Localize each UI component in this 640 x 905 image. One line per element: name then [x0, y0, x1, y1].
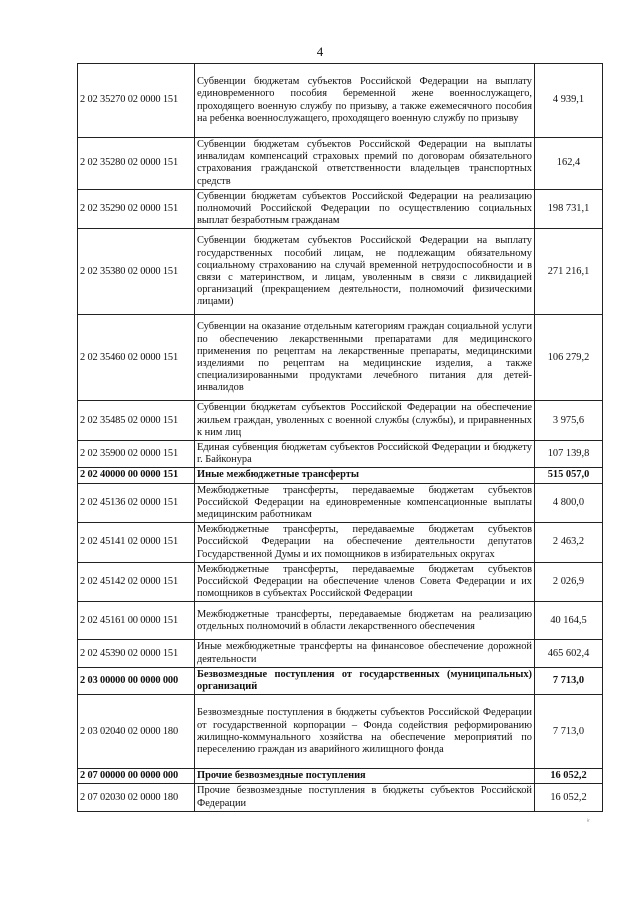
budget-code: 2 02 45142 02 0000 151 — [78, 562, 195, 602]
row-description: Субвенции бюджетам субъектов Российской Федерации на выплаты инвалидам компенсаций страховых премий по договорам обязательного страхования гражданской ответственности владельцев транспортных средств — [195, 138, 535, 190]
row-description: Безвозмездные поступления в бюджеты субъектов Российской Федерации от государственной корпорации – Фонда содействия реформированию жилищно-коммунального хозяйства на обеспечение мероприятий по переселению граждан из аварийного жилищного фонда — [195, 695, 535, 769]
row-description: Единая субвенция бюджетам субъектов Российской Федерации и бюджету г. Байконура — [195, 441, 535, 468]
row-amount: 7 713,0 — [535, 695, 603, 769]
row-amount: 7 713,0 — [535, 667, 603, 694]
table-row — [78, 562, 603, 602]
budget-code: 2 07 02030 02 0000 180 — [78, 784, 195, 811]
table-row — [78, 602, 603, 640]
table-body — [78, 64, 603, 812]
row-amount: 2 026,9 — [535, 562, 603, 602]
table-row — [78, 315, 603, 401]
row-amount: 515 057,0 — [535, 468, 603, 483]
budget-code: 2 02 45141 02 0000 151 — [78, 523, 195, 563]
table-row — [78, 640, 603, 667]
table-row — [78, 189, 603, 229]
table-row — [78, 483, 603, 523]
table-row — [78, 784, 603, 811]
table-row-section-total — [78, 667, 603, 694]
table-row — [78, 64, 603, 138]
row-description: Иные межбюджетные трансферты на финансовое обеспечение дорожной деятельности — [195, 640, 535, 667]
table-row — [78, 441, 603, 468]
table-row — [78, 229, 603, 315]
row-amount: 107 139,8 — [535, 441, 603, 468]
row-description: Безвозмездные поступления от государственных (муниципальных) организаций — [195, 667, 535, 694]
row-amount: 4 800,0 — [535, 483, 603, 523]
row-description: Субвенции бюджетам субъектов Российской Федерации на выплату государственных пособий лицам, не подлежащим обязательному социальному страхованию на случай временной нетрудоспособности и в связи с материнством, и лицам, уволенным в связи с ликвидацией организаций (прекращением деятельности, полномочий физическими лицами) — [195, 229, 535, 315]
budget-code: 2 02 35290 02 0000 151 — [78, 189, 195, 229]
row-description: Прочие безвозмездные поступления — [195, 769, 535, 784]
budget-code: 2 02 40000 00 0000 151 — [78, 468, 195, 483]
row-amount: 3 975,6 — [535, 401, 603, 441]
row-description: Прочие безвозмездные поступления в бюджеты субъектов Российской Федерации — [195, 784, 535, 811]
corner-scan-mark: ᵢᵣ — [587, 815, 590, 823]
table-row-section-total — [78, 769, 603, 784]
budget-code: 2 03 00000 00 0000 000 — [78, 667, 195, 694]
row-amount: 16 052,2 — [535, 769, 603, 784]
row-description: Субвенции на оказание отдельным категориям граждан социальной услуги по обеспечению лекарственными препаратами для медицинского применения по рецептам на лекарственные препараты, медицинскими изделиями по рецептам на медицинские изделия, а также специализированными продуктами лечебного питания для детей-инвалидов — [195, 315, 535, 401]
budget-code: 2 02 35280 02 0000 151 — [78, 138, 195, 190]
budget-code: 2 02 35270 02 0000 151 — [78, 64, 195, 138]
row-description: Иные межбюджетные трансферты — [195, 468, 535, 483]
row-amount: 465 602,4 — [535, 640, 603, 667]
table-row — [78, 138, 603, 190]
table-row — [78, 401, 603, 441]
table-row — [78, 523, 603, 563]
row-amount: 198 731,1 — [535, 189, 603, 229]
budget-revenue-table — [77, 63, 603, 812]
budget-code: 2 02 35485 02 0000 151 — [78, 401, 195, 441]
row-description: Межбюджетные трансферты, передаваемые бюджетам субъектов Российской Федерации на единовременные компенсационные выплаты медицинским работникам — [195, 483, 535, 523]
budget-code: 2 02 45390 02 0000 151 — [78, 640, 195, 667]
row-amount: 271 216,1 — [535, 229, 603, 315]
table-row-section-total — [78, 468, 603, 483]
row-description: Межбюджетные трансферты, передаваемые бюджетам субъектов Российской Федерации на обеспечение членов Совета Федерации и их помощников в субъектах Российской Федерации — [195, 562, 535, 602]
budget-code: 2 03 02040 02 0000 180 — [78, 695, 195, 769]
budget-code: 2 02 45161 00 0000 151 — [78, 602, 195, 640]
page-number: 4 — [316, 44, 324, 59]
row-amount: 4 939,1 — [535, 64, 603, 138]
row-description: Субвенции бюджетам субъектов Российской Федерации на реализацию полномочий Российской Федерации по осуществлению социальных выплат безработным гражданам — [195, 189, 535, 229]
budget-code: 2 02 45136 02 0000 151 — [78, 483, 195, 523]
row-amount: 162,4 — [535, 138, 603, 190]
row-amount: 2 463,2 — [535, 523, 603, 563]
budget-code: 2 07 00000 00 0000 000 — [78, 769, 195, 784]
row-description: Субвенции бюджетам субъектов Российской Федерации на выплату единовременного пособия беременной жене военнослужащего, проходящего военную службу по призыву, а также ежемесячного пособия на ребенка военнослужащего, проходящего военную службу по призыву — [195, 64, 535, 138]
row-amount: 40 164,5 — [535, 602, 603, 640]
row-amount: 106 279,2 — [535, 315, 603, 401]
budget-code: 2 02 35900 02 0000 151 — [78, 441, 195, 468]
row-description: Межбюджетные трансферты, передаваемые бюджетам на реализацию отдельных полномочий в области лекарственного обеспечения — [195, 602, 535, 640]
budget-code: 2 02 35460 02 0000 151 — [78, 315, 195, 401]
row-description: Межбюджетные трансферты, передаваемые бюджетам субъектов Российской Федерации на обеспечение деятельности депутатов Государственной Думы и их помощников в избирательных округах — [195, 523, 535, 563]
table-row — [78, 695, 603, 769]
budget-code: 2 02 35380 02 0000 151 — [78, 229, 195, 315]
row-description: Субвенции бюджетам субъектов Российской Федерации на обеспечение жильем граждан, уволенных с военной службы (службы), и приравненных к ним лиц — [195, 401, 535, 441]
row-amount: 16 052,2 — [535, 784, 603, 811]
